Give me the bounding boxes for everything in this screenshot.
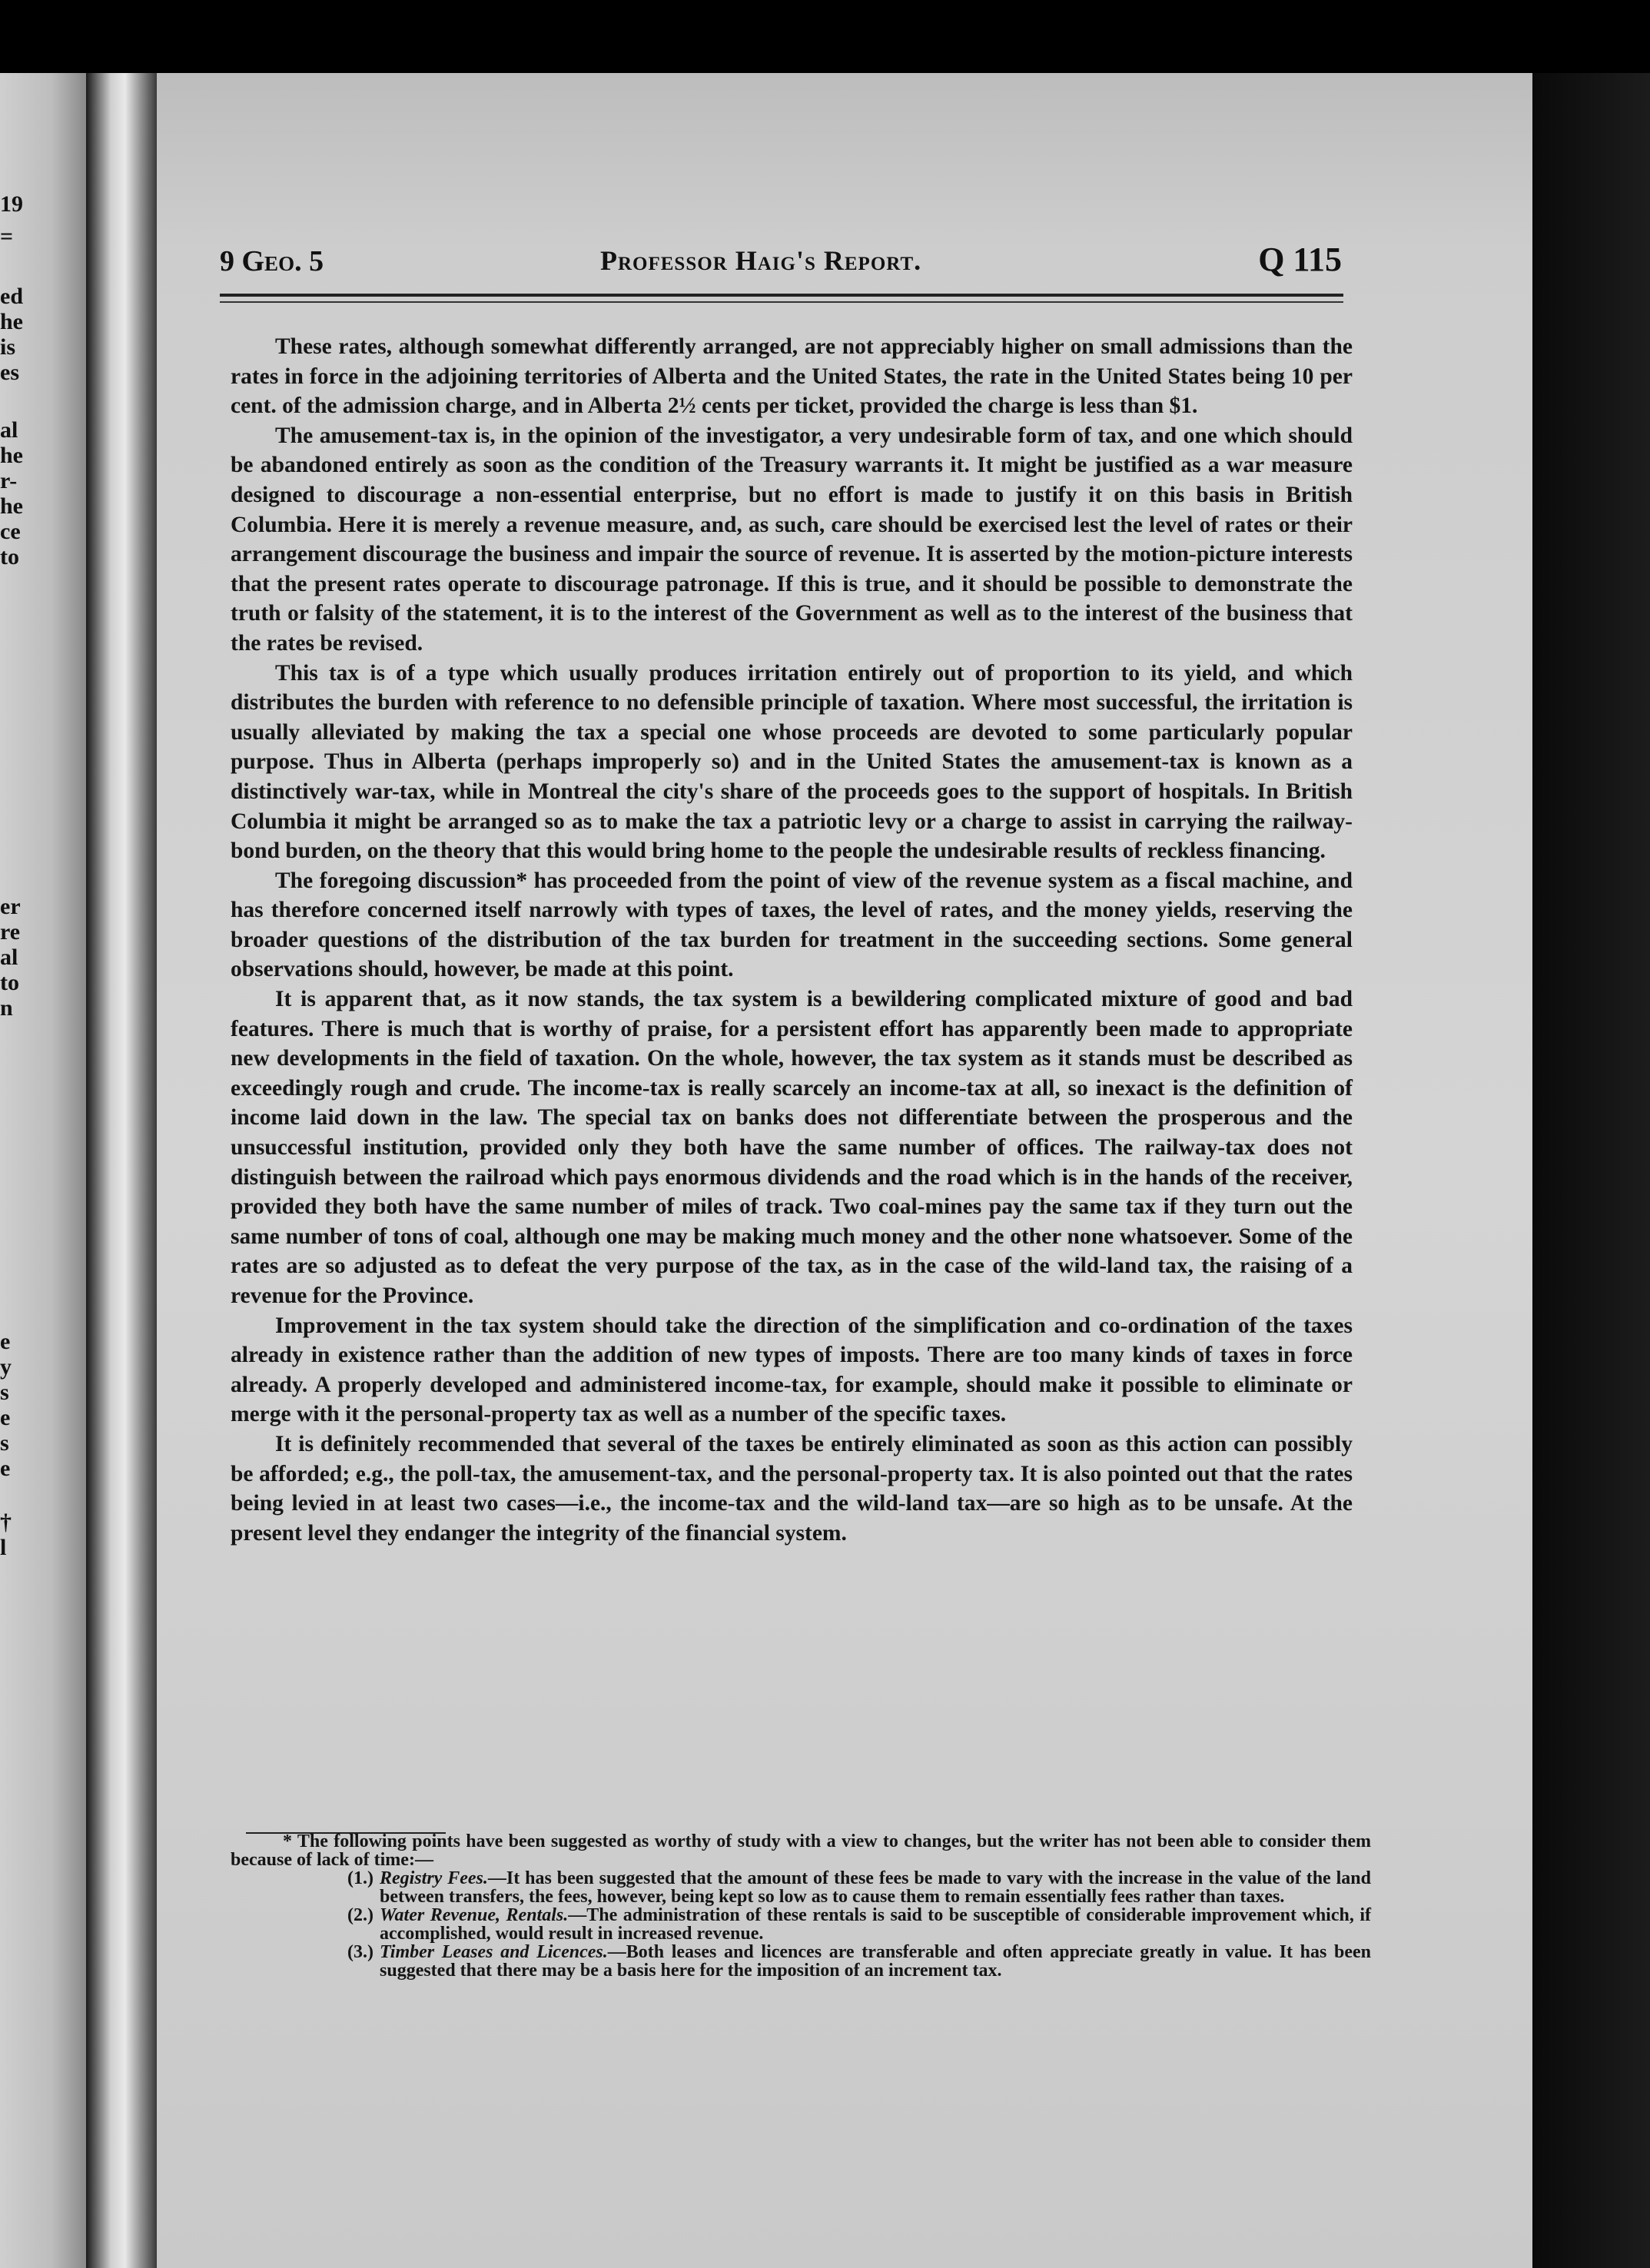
footnote-heading: Registry Fees.	[380, 1868, 488, 1888]
adjacent-page-fragment: e	[0, 1456, 11, 1481]
adjacent-page-fragment: al	[0, 945, 18, 970]
adjacent-page-fragment: he	[0, 443, 23, 468]
footnote-item	[231, 1869, 1371, 1906]
footnote-heading: Timber Leases and Licences.	[380, 1942, 608, 1962]
page-number: Q 115	[1258, 241, 1342, 278]
body-text	[231, 332, 1353, 1548]
paragraph: The foregoing discussion* has proceeded from the point of view of the revenue system as a fiscal machine, and has therefore concerned itself narrowly with types of taxes, the level of rates, and the money yields, reserving the broader questions of the distribution of the tax burden for treatment in the succeeding sections. Some general observations should, however, be made at this point.	[231, 868, 1353, 982]
adjacent-page-fragment: s	[0, 1430, 9, 1456]
paragraph: This tax is of a type which usually produces irritation entirely out of proportion to its yield, and which distributes the burden with reference to no defensible principle of taxation. Where most successful, the irritation is usually alleviated by making the tax a special one whose proceeds are devoted to some particularly popular purpose. Thus in Alberta (perhaps improperly so) and in the United States the amusement-tax is known as a distinctively war-tax, while in Montreal the city's share of the proceeds goes to the support of hospitals. In British Columbia it might be arranged so as to make the tax a patriotic levy or a charge to assist in carrying the railway-bond burden, on the theory that this would bring home to the people the undesirable results of reckless financing.	[231, 660, 1353, 864]
footnote-number: (3.)	[347, 1942, 373, 1962]
adjacent-page-fragment: =	[0, 224, 14, 249]
paragraph: The amusement-tax is, in the opinion of the investigator, a very undesirable form of tax, and one which should be abandoned entirely as soon as the condition of the Treasury warrants it. It might be justified as a war measure designed to discourage a non-essential enterprise, but no effort is made to justify it on this basis in British Columbia. Here it is merely a revenue measure, and, as such, care should be exercised lest the level of rates or their arrangement discourage the business and impair the source of revenue. It is asserted by the motion-picture interests that the present rates operate to discourage patronage. If this is true, and it should be possible to demonstrate the truth or falsity of the statement, it is to the interest of the Government as well as to the interest of the business that the rates be revised.	[231, 423, 1353, 656]
adjacent-page-fragment: to	[0, 544, 19, 569]
footnote-text: —It has been suggested that the amount of these fees be made to vary with the increase in the value of the land between transfers, the fees, however, being kept so low as to cause them to remain essentially fees rather than taxes.	[380, 1868, 1371, 1907]
footnote-text: —Both leases and licences are transferable and often appreciate greatly in value. It has been suggested that there may be a basis here for the imposition of an increment tax.	[380, 1942, 1371, 1981]
adjacent-page-fragment: ed	[0, 284, 23, 309]
footnote-heading: Water Revenue, Rentals.	[380, 1905, 569, 1925]
adjacent-page-fragment: e	[0, 1405, 11, 1430]
header-rule	[220, 294, 1343, 297]
footnote-number: (2.)	[347, 1905, 373, 1925]
adjacent-page-fragment: al	[0, 417, 18, 443]
page-gutter	[86, 73, 157, 2268]
adjacent-page-fragment: er	[0, 894, 21, 919]
paragraph: It is definitely recommended that several of the taxes be entirely eliminated as soon as this action can possibly be afforded; e.g., the poll-tax, the amusement-tax, and the personal-property tax. It is also pointed out that the rates being levied in at least two cases—i.e., the income-tax and the wild-land tax—are so high as to be unsafe. At the present level they endanger the integrity of the financial system.	[231, 1431, 1353, 1546]
adjacent-page-fragment: 19	[0, 191, 23, 217]
scan-right-border	[1532, 73, 1650, 2268]
adjacent-page-fragment: †	[0, 1509, 12, 1535]
adjacent-page-fragment: re	[0, 919, 21, 945]
footnote-intro: * The following points have been suggested as worthy of study with a view to changes, but the writer has not been able to consider them because of lack of time:—	[231, 1831, 1371, 1870]
header-volume: 9 Geo. 5	[220, 245, 324, 277]
paragraph: Improvement in the tax system should take the direction of the simplification and co-ordination of the taxes already in existence rather than the addition of new types of imposts. There are too many kinds of taxes in force already. A properly developed and administered income-tax, for example, should make it possible to eliminate or merge with it the personal-property tax as well as a number of the specific taxes.	[231, 1313, 1353, 1427]
footnote-number: (1.)	[347, 1868, 373, 1888]
adjacent-page-fragment: l	[0, 1535, 7, 1560]
adjacent-page-fragment: e	[0, 1329, 11, 1354]
paragraph: It is apparent that, as it now stands, the tax system is a bewildering complicated mixture of good and bad features. There is much that is worthy of praise, for a persistent effort has apparently been made to appropriate new developments in the field of taxation. On the whole, however, the tax system as it stands must be described as exceedingly rough and crude. The income-tax is really scarcely an income-tax at all, so inexact is the definition of income laid down in the law. The special tax on banks does not differentiate between the prosperous and the unsuccessful institution, provided only they both have the same number of offices. The railway-tax does not distinguish between the railroad which pays enormous dividends and the road which is in the hands of the receiver, provided they both have the same number of miles of track. Two coal-mines pay the same tax if they turn out the same number of tons of coal, although one may be making much money and the other none whatsoever. Some of the rates are so adjusted as to defeat the very purpose of the tax, as in the case of the wild-land tax, the raising of a revenue for the Province.	[231, 987, 1353, 1308]
footnote-item	[231, 1906, 1371, 1943]
running-header	[220, 241, 1342, 283]
adjacent-page-fragment: r-	[0, 468, 18, 493]
adjacent-page-fragment: es	[0, 360, 19, 385]
paragraph: These rates, although somewhat differently arranged, are not appreciably higher on small admissions than the rates in force in the adjoining territories of Alberta and the United States, the rate in the United States being 10 per cent. of the admission charge, and in Alberta 2½ cents per ticket, provided the charge is less than $1.	[231, 334, 1353, 419]
footnotes	[231, 1832, 1371, 1980]
adjacent-page-fragment: he	[0, 493, 23, 519]
adjacent-page-strip	[0, 73, 86, 2268]
adjacent-page-fragment: s	[0, 1380, 9, 1405]
adjacent-page-fragment: y	[0, 1354, 12, 1380]
header-rule-thin	[220, 301, 1343, 303]
footnote-text: —The administration of these rentals is said to be susceptible of considerable improvement which, if accomplished, would result in increased revenue.	[380, 1905, 1371, 1944]
adjacent-page-fragment: n	[0, 995, 13, 1021]
footnote-item	[231, 1943, 1371, 1980]
adjacent-page-fragment: to	[0, 970, 19, 995]
adjacent-page-fragment: ce	[0, 519, 21, 544]
adjacent-page-fragment: is	[0, 334, 16, 360]
adjacent-page-fragment: he	[0, 309, 23, 334]
header-title: Professor Haig's Report.	[600, 245, 922, 276]
